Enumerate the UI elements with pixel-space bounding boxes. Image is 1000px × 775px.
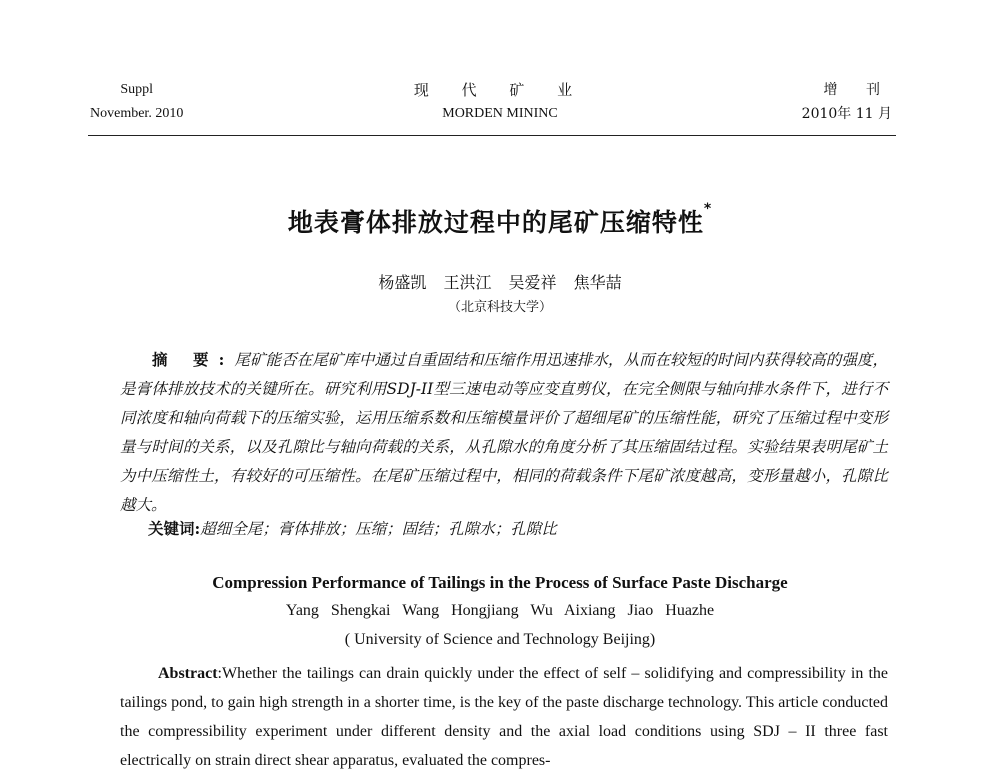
paper-title-en: Compression Performance of Tailings in the Process of Surface Paste Discharge: [212, 573, 788, 592]
abstract-cn: [120, 345, 888, 520]
authors-cn: 杨盛凯 王洪江 吴爱祥 焦华喆: [378, 273, 622, 292]
abstract-en-text: Whether the tailings can drain quickly under the effect of self – solidifying and compressibility in the tailings pond, to gain high strength in a shorter time, is the key of the paste discharge technology. This article conducted the compressibility experiment under different density and the axial load conditions using SDJ – II three fast electrically on strain direct shear apparatus, evaluated the compres-: [120, 665, 888, 769]
abstract-en-label: Abstract: [158, 665, 218, 682]
abstract-cn-label: 摘 要:: [152, 350, 235, 369]
affiliation-en: ( University of Science and Technology Beijing): [344, 631, 656, 648]
affiliation-cn: （北京科技大学）: [447, 300, 552, 315]
keywords-cn-text: 超细全尾；膏体排放；压缩；固结；孔隙水；孔隙比: [200, 520, 557, 538]
paper-title-text: 地表膏体排放过程中的尾矿压缩特性: [287, 208, 704, 237]
abstract-en-colon: :: [217, 665, 222, 682]
keywords-cn-label: 关键词:: [148, 519, 201, 538]
authors-en: Yang Shengkai Wang Hongjiang Wu Aixiang Jiao Huazhe: [285, 602, 715, 619]
journal-name-en: MORDEN MININC: [442, 106, 558, 121]
header-right: [802, 78, 892, 126]
abstract-cn-text: 尾矿能否在尾矿库中通过自重固结和压缩作用迅速排水，从而在较短的时间内获得较高的强度，是膏体排放技术的关键所在。研究利用SDJ-II型三速电动等应变直剪仪，在完全侧限与轴向排水条件下，进行不同浓度和轴向荷载下的压缩实验，运用压缩系数和压缩模量评价了超细尾矿的压缩性能，研究了压缩过程中变形量与时间的关系，以及孔隙比与轴向荷载的关系，从孔隙水的角度分析了其压缩固结过程。实验结果表明尾矿土为中压缩性土，有较好的可压缩性。在尾矿压缩过程中，相同的荷载条件下尾矿浓度越高，变形量越小，孔隙比越大。: [120, 351, 888, 514]
header-issue-date-en: November. 2010: [90, 106, 184, 121]
header-supplement-label: Suppl: [120, 82, 153, 97]
header-issue-date-cn: 2010年 11 月: [801, 106, 892, 122]
title-footnote-marker: *: [703, 201, 713, 217]
keywords-cn: [148, 517, 557, 539]
journal-name-cn: 现 代 矿 业: [413, 81, 587, 99]
abstract-en: [120, 659, 888, 775]
header-supplement-cn: 增 刊: [823, 82, 892, 98]
paper-title-cn: [0, 203, 1000, 239]
header-divider: [88, 135, 896, 136]
